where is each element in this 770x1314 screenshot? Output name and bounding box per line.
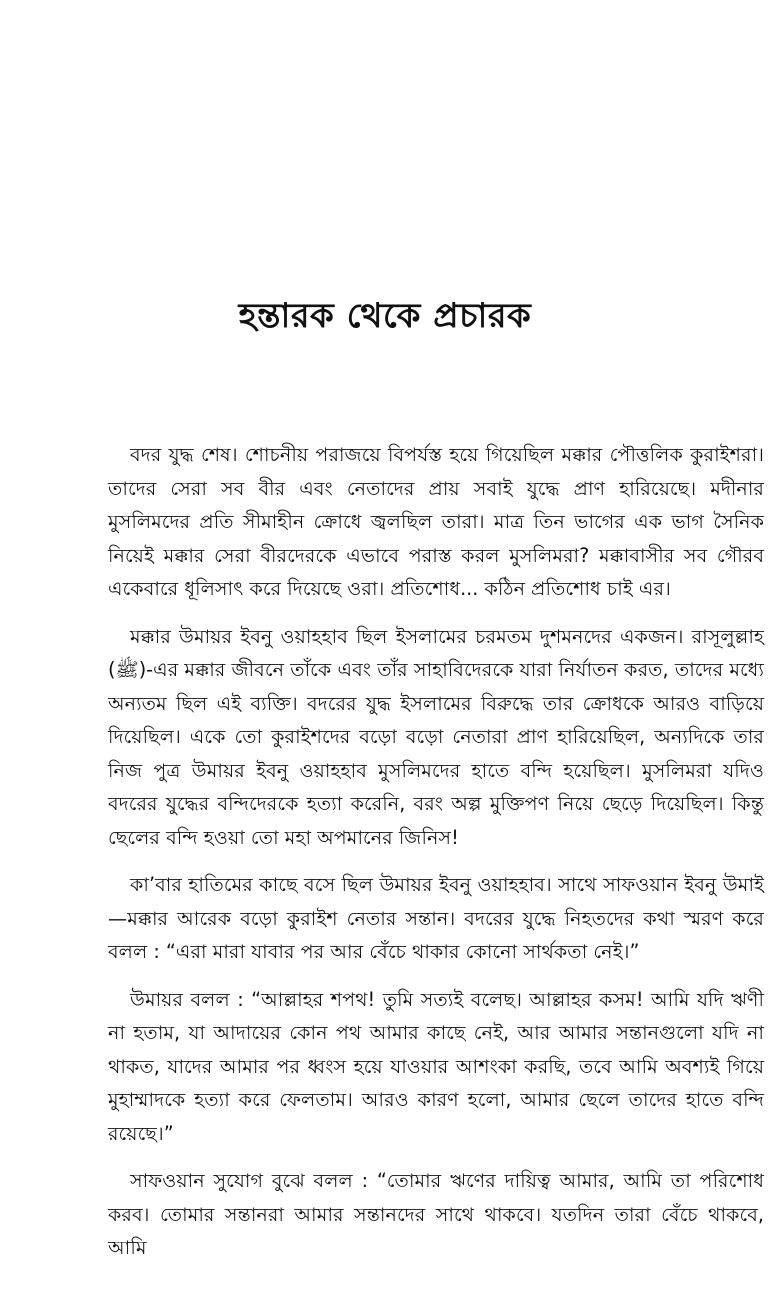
paragraph-4: উমায়র বলল : “আল্লাহর শপথ! তুমি সত্যই বলেছ। আল্লাহর কসম! আমি যদি ঋণী না হতাম, যা আদায়ের কোন পথ আমার কাছে নেই, আর আমার সন্তানগুলো যদি না থাকত, যাদের আমার পর ধ্বংস হয়ে যাওয়ার আশংকা করছি, তবে আমি অবশ্যই গিয়ে মুহাম্মাদকে হত্যা করে ফেলতাম। আরও কারণ হলো, আমার ছেলে তাদের হাতে বন্দি রয়েছে।” — [108, 987, 764, 1145]
paragraph-2: মক্কার উমায়র ইবনু ওয়াহহাব ছিল ইসলামের চরমতম দুশমনদের একজন। রাসূলুল্লাহ (ﷺ)-এর মক্কার জীবনে তাঁকে এবং তাঁর সাহাবিদেরকে যারা নির্যাতন করত, তাদের মধ্যে অন্যতম ছিল এই ব্যক্তি। বদরের যুদ্ধ ইসলামের বিরুদ্ধে তার ক্রোধকে আরও বাড়িয়ে দিয়েছিল। একে তো কুরাইশদের বড়ো বড়ো নেতারা প্রাণ হারিয়েছিল, অন্যদিকে তার নিজ পুত্র উমায়র ইবনু ওয়াহহাব মুসলিমদের হাতে বন্দি হয়েছিল। মুসলিমরা যদিও বদরের যুদ্ধের বন্দিদেরকে হত্যা করেনি, বরং অল্প মুক্তিপণ নিয়ে ছেড়ে দিয়েছিল। কিন্তু ছেলের বন্দি হওয়া তো মহা অপমানের জিনিস! — [108, 624, 764, 849]
chapter-body — [108, 438, 764, 1279]
paragraph-1: বদর যুদ্ধ শেষ। শোচনীয় পরাজয়ে বিপর্যস্ত হয়ে গিয়েছিল মক্কার পৌত্তলিক কুরাইশরা। তাদের সেরা সব বীর এবং নেতাদের প্রায় সবাই যুদ্ধে প্রাণ হারিয়েছে। মদীনার মুসলিমদের প্রতি সীমাহীন ক্রোধে জ্বলছিল তারা। মাত্র তিন ভাগের এক ভাগ সৈনিক নিয়েই মক্কার সেরা বীরদেরকে এভাবে পরাস্ত করল মুসলিমরা? মক্কাবাসীর সব গৌরব একেবারে ধূলিসাৎ করে দিয়েছে ওরা। প্রতিশোধ... কঠিন প্রতিশোধ চাই এর। — [108, 443, 764, 600]
paragraph-5: সাফওয়ান সুযোগ বুঝে বলল : “তোমার ঋণের দায়িত্ব আমার, আমি তা পরিশোধ করব। তোমার সন্তানরা আমার সন্তানদের সাথে থাকবে। যতদিন তারা বেঁচে থাকবে, আমি — [108, 1169, 764, 1259]
paragraph-3: কা’বার হাতিমের কাছে বসে ছিল উমায়র ইবনু ওয়াহহাব। সাথে সাফওয়ান ইবনু উমাই—মক্কার আরেক বড়ো কুরাইশ নেতার সন্তান। বদরের যুদ্ধে নিহতদের কথা স্মরণ করে বলল : “এরা মারা যাবার পর আর বেঁচে থাকার কোনো সার্থকতা নেই।” — [108, 873, 764, 963]
chapter-title: হন্তারক থেকে প্রচারক — [238, 296, 532, 336]
